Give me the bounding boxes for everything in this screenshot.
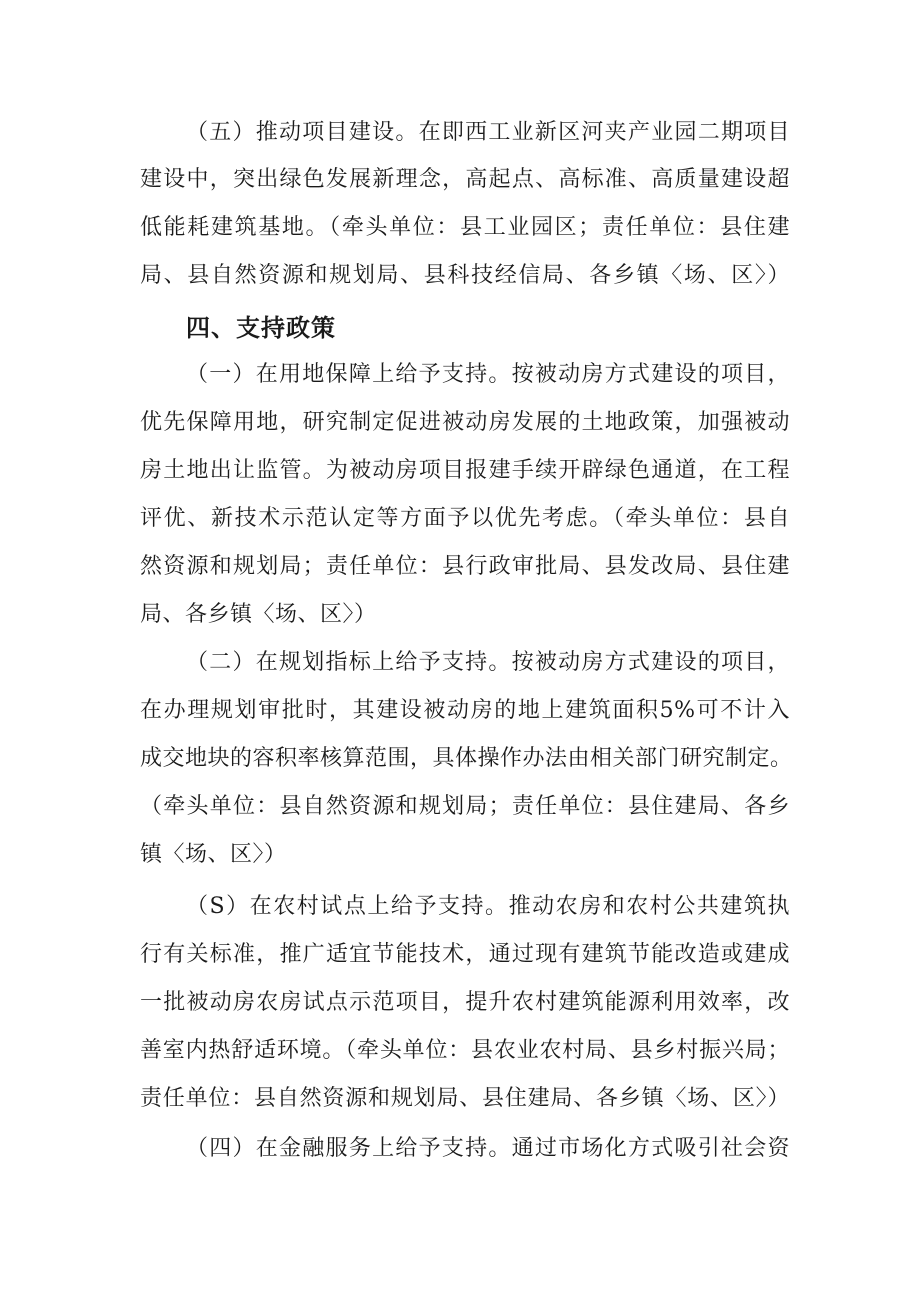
paragraph-1-line-4: 评优、新技术示范认定等方面予以优先考虑。（牵头单位：县自 (140, 506, 790, 531)
paragraph-2-line-1: （二）在规划指标上给予支持。按被动房方式建设的项目， (186, 650, 790, 675)
paragraph-3-line-3: 一批被动房农房试点示范项目，提升农村建筑能源利用效率，改 (140, 990, 790, 1015)
paragraph-5-line-4: 局、县自然资源和规划局、县科技经信局、各乡镇〈场、区〉） (140, 263, 790, 288)
paragraph-3-line-5: 责任单位：县自然资源和规划局、县住建局、各乡镇〈场、区〉） (140, 1086, 790, 1111)
paragraph-2-line-4: （牵头单位：县自然资源和规划局；责任单位：县住建局、各乡 (140, 794, 790, 819)
paragraph-3-line-2: 行有关标准，推广适宜节能技术，通过现有建筑节能改造或建成 (140, 942, 790, 967)
paragraph-3-line-1: （S）在农村试点上给予支持。推动农房和农村公共建筑执 (186, 894, 790, 919)
paragraph-3-line-4: 善室内热舒适环境。（牵头单位：县农业农村局、县乡村振兴局； (140, 1038, 790, 1063)
paragraph-2-line-5: 镇〈场、区〉） (140, 842, 287, 867)
paragraph-1-line-1: （一）在用地保障上给予支持。按被动房方式建设的项目， (186, 362, 790, 387)
paragraph-4-line-1: （四）在金融服务上给予支持。通过市场化方式吸引社会资 (186, 1136, 790, 1161)
paragraph-1-line-6: 局、各乡镇〈场、区〉） (140, 602, 377, 627)
section-heading: 四、支持政策 (186, 314, 336, 342)
paragraph-5-line-3: 低能耗建筑基地。（牵头单位：县工业园区；责任单位：县住建 (140, 215, 790, 240)
paragraph-1-line-2: 优先保障用地，研究制定促进被动房发展的土地政策，加强被动 (140, 410, 790, 435)
paragraph-5-line-2: 建设中，突出绿色发展新理念，高起点、高标准、高质量建设超 (140, 167, 790, 192)
paragraph-2-line-3: 成交地块的容积率核算范围，具体操作办法由相关部门研究制定。 (140, 746, 793, 771)
paragraph-5-line-1: （五）推动项目建设。在即西工业新区河夹产业园二期项目 (186, 120, 790, 145)
paragraph-2-line-2: 在办理规划审批时，其建设被动房的地上建筑面积5%可不计入 (140, 698, 790, 723)
paragraph-1-line-5: 然资源和规划局；责任单位：县行政审批局、县发改局、县住建 (140, 554, 790, 579)
paragraph-1-line-3: 房土地出让监管。为被动房项目报建手续开辟绿色通道，在工程 (140, 458, 790, 483)
